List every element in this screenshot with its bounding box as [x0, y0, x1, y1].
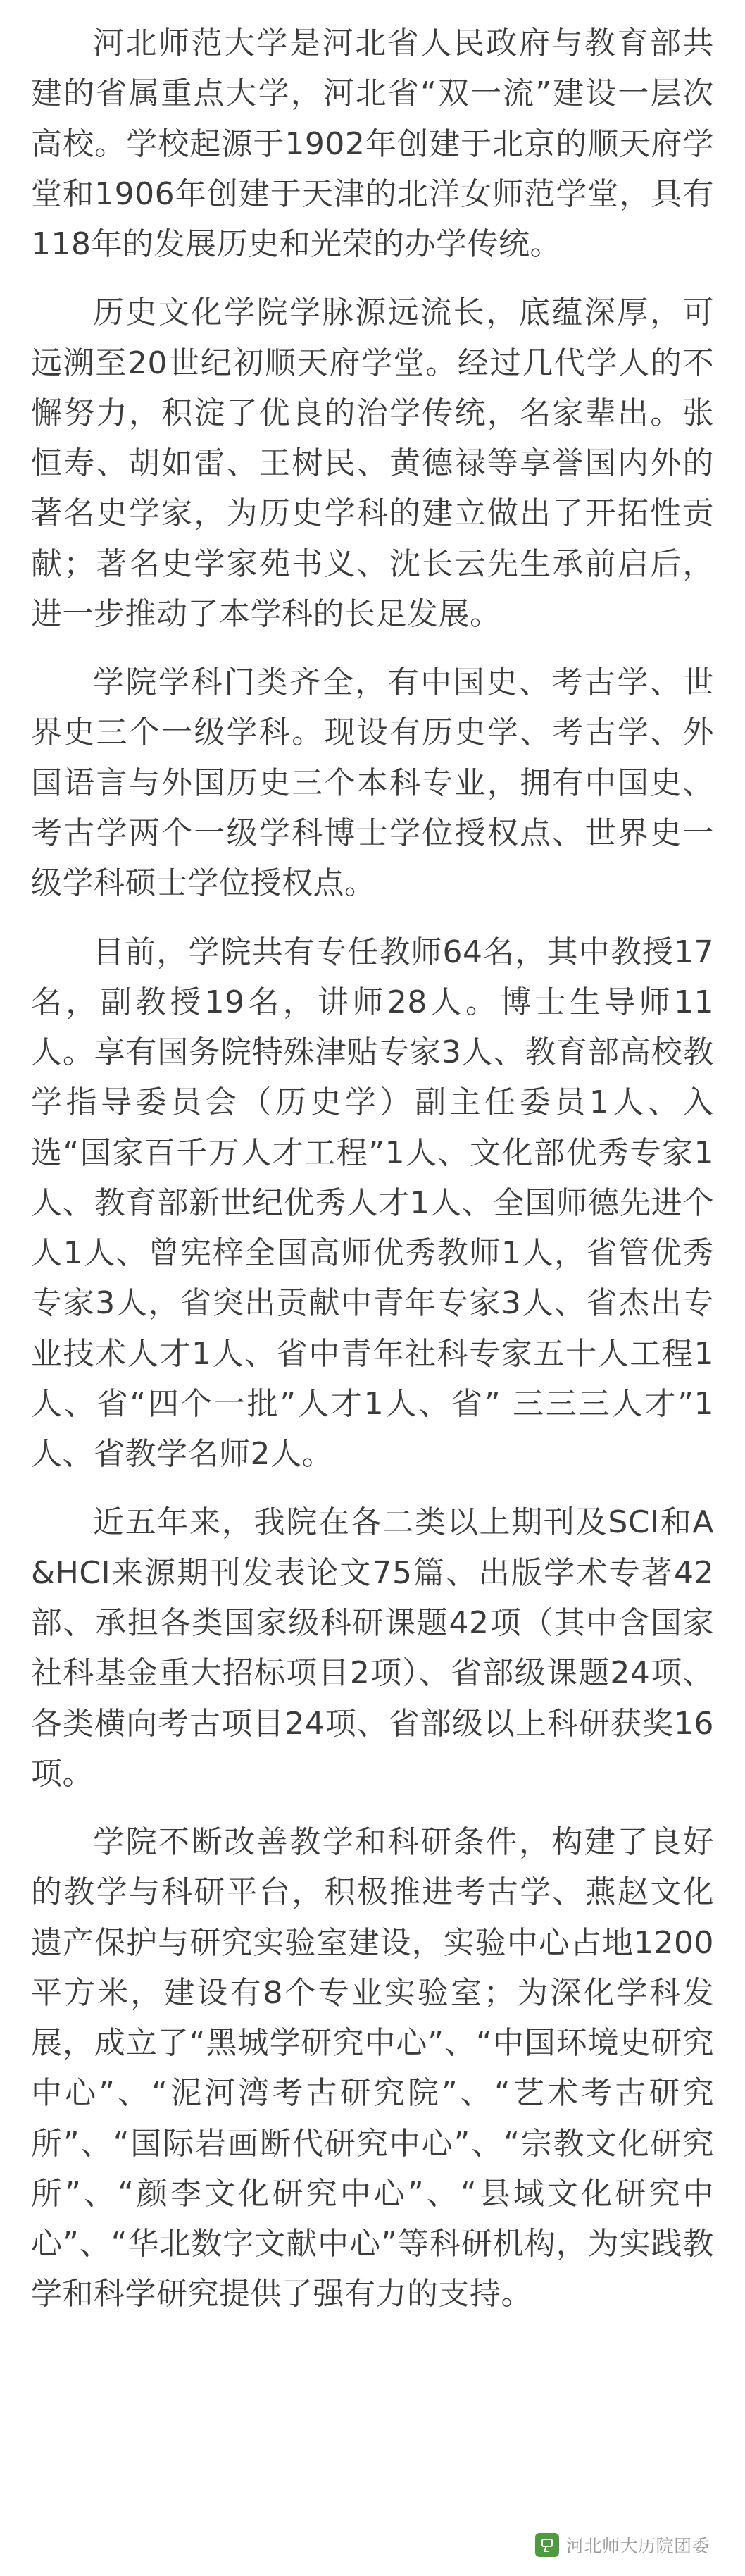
paragraph: 近五年来，我院在各二类以上期刊及SCI和A&HCI来源期刊发表论文75篇、出版学术专著42部、承担各类国家级科研课题42项（其中含国家社科基金重大招标项目2项）、省部级课题24项、各类横向考古项目24项、省部级以上科研获奖16项。 — [31, 1504, 714, 1792]
paragraph: 学院不断改善教学和科研条件，构建了良好的教学与科研平台，积极推进考古学、燕赵文化遗产保护与研究实验室建设，实验中心占地1200平方米，建设有8个专业实验室；为深化学科发展，成立了“黑城学研究中心”、“中国环境史研究中心”、“泥河湾考古研究院”、“艺术考古研究所”、“国际岩画断代研究中心”、“宗教文化研究所”、“颜李文化研究中心”、“县域文化研究中心”、“华北数字文献中心”等科研机构，为实践教学和科学研究提供了强有力的支持。 — [31, 1824, 714, 2312]
paragraph: 历史文化学院学脉源远流长，底蕴深厚，可远溯至20世纪初顺天府学堂。经过几代学人的不懈努力，积淀了优良的治学传统，名家辈出。张恒寿、胡如雷、王树民、黄德禄等享誉国内外的著名史学家，为历史学科的建立做出了开拓性贡献；著名史学家苑书义、沈长云先生承前启后，进一步推动了本学科的长足发展。 — [31, 295, 714, 632]
paragraph: 目前，学院共有专任教师64名，其中教授17名，副教授19名，讲师28人。博士生导师11人。享有国务院特殊津贴专家3人、教育部高校教学指导委员会（历史学）副主任委员1人、入选“国家百千万人才工程”1人、文化部优秀专家1人、教育部新世纪优秀人才1人、全国师德先进个人1人、曾宪梓全国高师优秀教师1人，省管优秀专家3人，省突出贡献中青年专家3人、省杰出专业技术人才1人、省中青年社科专家五十人工程1人、省“四个一批”人才1人、省” 三三三人才”1人、省教学名师2人。 — [31, 934, 714, 1473]
paragraph: 学院学科门类齐全，有中国史、考古学、世界史三个一级学科。现设有历史学、考古学、外国语言与外国历史三个本科专业，拥有中国史、考古学两个一级学科博士学位授权点、世界史一级学科硕士学位授权点。 — [31, 664, 714, 902]
article-footer — [31, 2491, 714, 2576]
badge-icon — [535, 2533, 559, 2557]
article-body — [31, 18, 714, 2491]
account-signature[interactable] — [535, 2532, 710, 2558]
account-name: 河北师大历院团委 — [565, 2536, 710, 2556]
paragraph: 河北师范大学是河北省人民政府与教育部共建的省属重点大学，河北省“双一流”建设一层次高校。学校起源于1902年创建于北京的顺天府学堂和1906年创建于天津的北洋女师范学堂，具有118年的发展历史和光荣的办学传统。 — [31, 25, 714, 263]
